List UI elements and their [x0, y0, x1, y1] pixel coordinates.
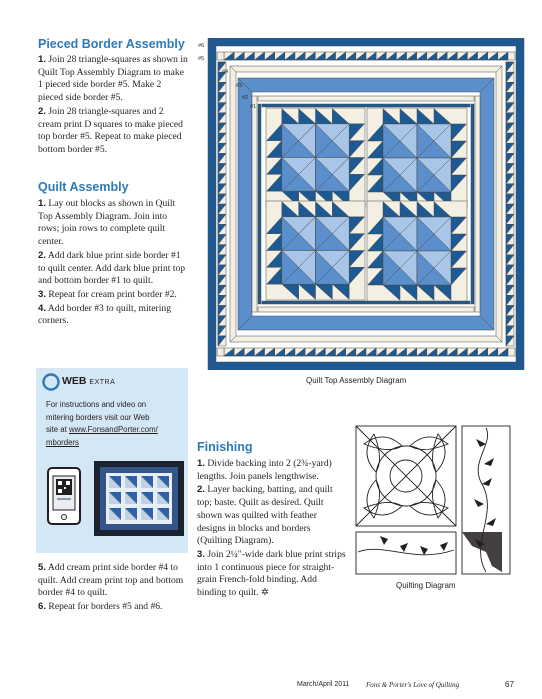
- border-1-bottom: [262, 301, 470, 304]
- border-6-right: [516, 38, 524, 370]
- border-5-corner: [217, 52, 224, 60]
- border-4-bottom: [230, 336, 502, 342]
- border-6-top: [208, 38, 524, 46]
- web-extra-icon: [42, 373, 60, 391]
- quilt-assembly-heading: Quilt Assembly: [38, 180, 129, 194]
- border-2-right: [475, 96, 480, 312]
- border-4-top: [230, 66, 502, 72]
- step-paragraph: 4. Add border #3 to quilt, mitering corners.: [38, 302, 171, 327]
- border-2-top: [258, 96, 474, 101]
- border-3-bottom: [238, 316, 494, 330]
- web-extra-box: [36, 368, 188, 553]
- label-border-1: #1: [250, 104, 257, 110]
- border-2-bottom: [258, 307, 474, 312]
- page-number: 67: [505, 680, 514, 689]
- border-5-corner: [508, 52, 515, 60]
- label-border-5: #5: [198, 56, 205, 62]
- quilt-assembly-steps-cont: [38, 562, 188, 615]
- label-border-6: #6: [198, 43, 205, 49]
- border-3-right: [480, 78, 494, 330]
- phone-icon: [46, 466, 82, 526]
- step-paragraph: 1. Lay out blocks as shown in Quilt Top Assembly Diagram. Join into rows; join rows to complete quilt center.: [38, 198, 176, 248]
- border-5-corner: [508, 348, 515, 356]
- border-5-corner: [217, 348, 224, 356]
- border-1-right: [471, 104, 474, 304]
- step-paragraph: 2. Layer backing, batting, and quilt top; baste. Quilt as desired. Quilt shown was quilted with feather designs in blocks and borders (Quilting Diagram).: [197, 484, 333, 547]
- end-mark: ✲: [260, 587, 270, 599]
- footer-magazine: Fons & Porter's Love of Quilting: [366, 681, 460, 689]
- step-paragraph: 1. Join 28 triangle-squares as shown in Quilt Top Assembly Diagram to make 1 pieced side border #5. Make 2 pieced side border #5.: [38, 54, 188, 104]
- border-3-left: [238, 78, 252, 330]
- quilting-diagram: [354, 424, 512, 576]
- pieced-border-steps: [38, 54, 188, 158]
- quilt-top-assembly-diagram: [196, 38, 526, 370]
- border-6-left: [208, 38, 216, 370]
- quilt-assembly-steps: [38, 198, 186, 329]
- footer-issue: March/April 2011: [297, 681, 350, 688]
- label-border-3: #3: [236, 83, 243, 89]
- quilting-diagram-caption: Quilting Diagram: [396, 581, 456, 590]
- step-paragraph: 1. Divide backing into 2 (2¾-yard) lengths. Join panels lengthwise.: [197, 458, 332, 482]
- web-link[interactable]: www.FonsandPorter.com/: [68, 425, 158, 434]
- pieced-border-heading: Pieced Border Assembly: [38, 37, 185, 51]
- web-extra-text: For instructions and video on mitering borders visit our Web site at www.FonsandPorter.com/ mborders: [46, 399, 186, 449]
- web-link-cont[interactable]: mborders: [46, 437, 79, 447]
- border-3-top: [238, 78, 494, 92]
- finishing-steps: [197, 458, 347, 601]
- step-paragraph: 6. Repeat for borders #5 and #6.: [38, 601, 163, 613]
- finishing-heading: Finishing: [197, 440, 253, 454]
- border-2-left: [252, 96, 257, 312]
- label-border-2: #2: [242, 95, 249, 101]
- step-paragraph: 2. Add dark blue print side border #1 to quilt center. Add dark blue print top and bottom border #1 to quilt.: [38, 249, 186, 287]
- step-paragraph: 3. Repeat for cream print border #2.: [38, 288, 177, 300]
- step-paragraph: 5. Add cream print side border #4 to quilt. Add cream print top and bottom border #4 to quilt.: [38, 562, 184, 599]
- border-1-top: [262, 104, 470, 107]
- step-paragraph: 3. Join 2¼"-wide dark blue print strips into 1 continuous piece for straight-grain French-fold binding. Add binding to quilt. ✲: [197, 548, 346, 599]
- border-4-left: [230, 66, 236, 342]
- web-extra-title: WEB EXTRA: [62, 375, 116, 387]
- border-4-right: [496, 66, 502, 342]
- assembly-diagram-caption: Quilt Top Assembly Diagram: [306, 376, 407, 385]
- border-1-left: [258, 104, 261, 304]
- video-thumbnail-image[interactable]: [94, 461, 184, 536]
- border-6-bottom: [208, 362, 524, 370]
- step-paragraph: 2. Join 28 triangle-squares and 2 cream print D squares to make pieced top border #5. Repeat to make pieced bottom border #5.: [38, 105, 183, 155]
- label-border-4: #4: [222, 69, 229, 75]
